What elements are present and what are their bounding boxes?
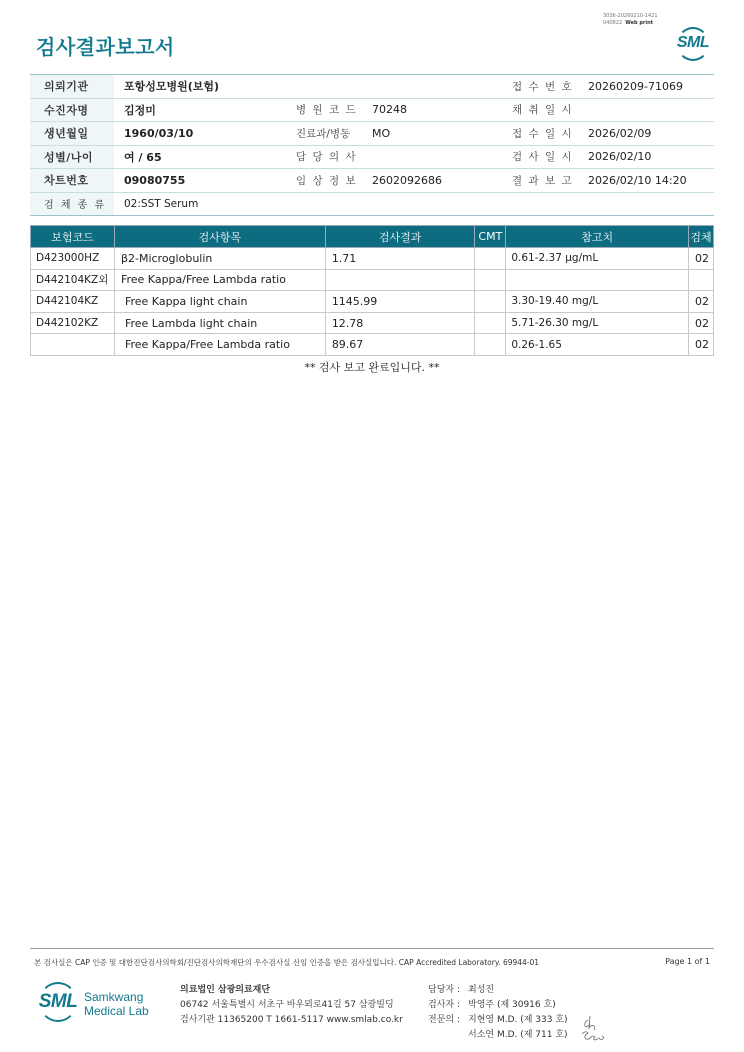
header-result: 검사결과 [325,226,475,248]
row-cmt [475,291,506,313]
staff-row [428,1013,568,1028]
manager-label: 담당자 : [428,985,460,995]
staff-info [428,983,568,1043]
signature-image [578,1010,612,1042]
sex-age-label: 성별/나이 [30,145,114,169]
row-result [325,269,475,291]
row-reference: 0.61-2.37 μg/mL [506,248,689,270]
dept-label: 진료과/병동 [282,122,362,146]
certification-text: 본 검사실은 CAP 인증 및 대한진단검사의학회/진단검사의학재단의 우수검사실 신임 인증을 받은 검사실입니다. CAP Accredited Laboratory. 69944-01 [34,958,540,967]
row-code: D442104KZ [31,291,115,313]
row-code [31,334,115,356]
header-cmt: CMT [475,226,506,248]
row-specimen [688,269,713,291]
table-row [31,248,714,270]
hospital-code-value: 70248 [362,98,498,122]
table-row [31,291,714,313]
row-result: 1.71 [325,248,475,270]
collect-date-label: 채 취 일 시 [498,98,578,122]
row-cmt [475,312,506,334]
row-specimen: 02 [688,312,713,334]
doctor-label: 담 당 의 사 [282,145,362,169]
row-item: Free Kappa light chain [114,291,325,313]
name-value: 김정미 [114,98,282,122]
info-row [30,145,714,169]
header-reference: 참고치 [506,226,689,248]
table-row [31,312,714,334]
info-row [30,192,714,216]
row-result: 89.67 [325,334,475,356]
receipt-date-value: 2026/02/09 [578,122,714,146]
row-item: β2-Microglobulin [114,248,325,270]
birth-value: 1960/03/10 [114,122,282,146]
row-reference: 3.30-19.40 mg/L [506,291,689,313]
tester-label: 검사자 : [428,1000,460,1010]
table-row [31,334,714,356]
specimen-value: 02:SST Serum [114,192,714,216]
row-specimen: 02 [688,291,713,313]
patient-info-table [30,74,714,216]
row-item: Free Kappa/Free Lambda ratio [114,334,325,356]
specialist1-value: 지현영 M.D. (제 333 호) [468,1015,568,1025]
row-result: 1145.99 [325,291,475,313]
document-id [603,13,658,27]
staff-row [428,983,568,998]
row-cmt [475,269,506,291]
chart-no-value: 09080755 [114,169,282,193]
org-name: 의료법인 삼광의료재단 [180,985,271,995]
report-date-value: 2026/02/10 14:20 [578,169,714,193]
header-specimen: 검체 [688,226,713,248]
header-item: 검사항목 [114,226,325,248]
row-cmt [475,248,506,270]
results-table [30,225,714,356]
lab-name-line2: Medical Lab [84,1004,149,1018]
footer-logo-text: SML [38,991,78,1012]
receipt-no-value: 20260209-71069 [578,75,714,99]
test-date-label: 검 사 일 시 [498,145,578,169]
receipt-no-label: 접 수 번 호 [498,75,578,99]
collect-date-value [578,98,714,122]
row-reference: 0.26-1.65 [506,334,689,356]
row-specimen: 02 [688,248,713,270]
document-id-line2: 040822 [603,20,623,26]
receipt-date-label: 접 수 일 시 [498,122,578,146]
client-value: 포항성모병원(보험) [114,75,498,99]
logo-text: SML [676,34,710,51]
lab-name-line1: Samkwang [84,990,144,1004]
web-print-label: Web print [625,20,654,26]
test-date-value: 2026/02/10 [578,145,714,169]
row-item: Free Kappa/Free Lambda ratio [114,269,325,291]
specimen-label: 검 체 종 류 [30,192,114,216]
info-row [30,98,714,122]
staff-row [428,1028,568,1043]
row-code: D423000HZ [31,248,115,270]
manager-value: 최성진 [468,985,495,995]
staff-row [428,998,568,1013]
info-row [30,169,714,193]
document-id-line1: 3036-20260210-1421 [603,13,658,19]
results-header-row [31,226,714,248]
row-code: D442102KZ [31,312,115,334]
sml-logo [673,25,713,63]
row-reference [506,269,689,291]
page-number: Page 1 of 1 [665,957,710,966]
info-row [30,122,714,146]
lab-name [84,990,149,1018]
tester-value: 박영주 (제 30916 호) [468,1000,556,1010]
chart-no-label: 차트번호 [30,169,114,193]
row-code: D442104KZ외 [31,269,115,291]
client-label: 의뢰기관 [30,75,114,99]
row-result: 12.78 [325,312,475,334]
org-contact: 검사기관 11365200 T 1661-5117 www.smlab.co.kr [180,1015,403,1025]
sex-age-value: 여 / 65 [114,145,282,169]
row-cmt [475,334,506,356]
clinical-value: 2602092686 [362,169,498,193]
birth-label: 생년월일 [30,122,114,146]
doctor-value [362,145,498,169]
row-specimen: 02 [688,334,713,356]
page-title: 검사결과보고서 [36,35,175,59]
row-reference: 5.71-26.30 mg/L [506,312,689,334]
clinical-label: 임 상 정 보 [282,169,362,193]
footer-divider [30,948,714,949]
header-code: 보험코드 [31,226,115,248]
table-row [31,269,714,291]
hospital-code-label: 병 원 코 드 [282,98,362,122]
report-complete-notice: ** 검사 보고 완료입니다. ** [304,361,440,374]
report-date-label: 결 과 보 고 [498,169,578,193]
info-row [30,75,714,99]
dept-value: MO [362,122,498,146]
specialist-label: 전문의 : [428,1015,460,1025]
specialist2-value: 서소연 M.D. (제 711 호) [468,1030,568,1040]
organization-info [180,983,403,1028]
footer-sml-logo [36,980,80,1022]
name-label: 수진자명 [30,98,114,122]
row-item: Free Lambda light chain [114,312,325,334]
org-address: 06742 서울특별시 서초구 바우뫼로41길 57 삼광빌딩 [180,1000,394,1010]
